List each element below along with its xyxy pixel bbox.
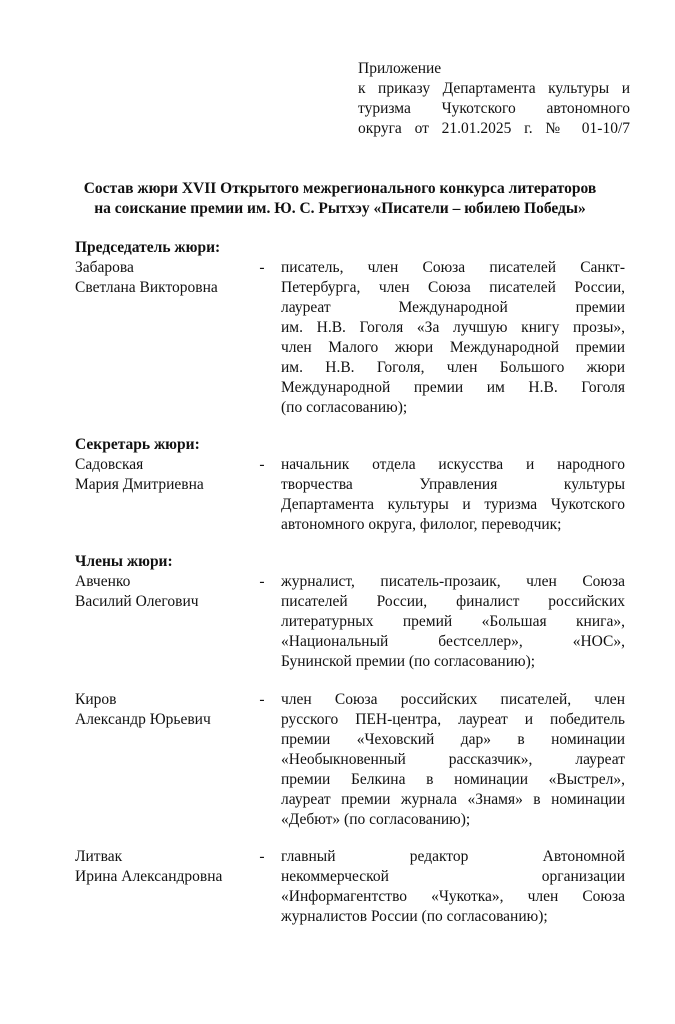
section-members-heading: Члены жюри: <box>75 553 173 570</box>
desc-line: писателей России, финалист российских <box>281 593 625 610</box>
dash-separator: - <box>259 848 265 865</box>
desc-line: некоммерческой организации <box>281 868 625 885</box>
member-description <box>281 258 625 418</box>
member-given-name: Василий Олегович <box>75 593 199 610</box>
dash-separator: - <box>259 691 265 708</box>
member-description <box>281 847 625 927</box>
member-given-name: Александр Юрьевич <box>75 711 211 728</box>
document-title <box>40 179 640 219</box>
desc-line: главный редактор Автономной <box>281 848 625 865</box>
dash-separator: - <box>259 259 265 276</box>
desc-line: Петербурга, член Союза писателей России, <box>281 279 625 296</box>
desc-line: «Дебют» (по согласованию); <box>281 811 471 828</box>
desc-line: начальник отдела искусства и народного <box>281 456 625 473</box>
member-given-name: Светлана Викторовна <box>75 279 218 296</box>
desc-line: «Национальный бестселлер», «НОС», <box>281 633 625 650</box>
member-surname: Забарова <box>75 259 134 276</box>
desc-line: лауреат премии журнала «Знамя» в номинации <box>281 791 625 808</box>
appendix-line: Приложение <box>358 60 442 77</box>
member-name <box>75 572 255 612</box>
desc-line: «Необыкновенный рассказчик», лауреат <box>281 751 625 768</box>
desc-line: литературных премий «Большая книга», <box>281 613 625 630</box>
member-description <box>281 690 625 830</box>
appendix-line: округа от 21.01.2025 г. № 01-10/7 <box>358 120 630 137</box>
desc-line: член Союза российских писателей, член <box>281 691 625 708</box>
dash-separator: - <box>259 456 265 473</box>
appendix-line: туризма Чукотского автономного <box>358 100 630 117</box>
desc-line: Международной премии им Н.В. Гоголя <box>281 379 625 396</box>
member-given-name: Ирина Александровна <box>75 868 223 885</box>
desc-line: им. Н.В. Гоголя «За лучшую книгу прозы», <box>281 319 625 336</box>
member-description <box>281 572 625 672</box>
desc-line: Департамента культуры и туризма Чукотского <box>281 496 625 513</box>
appendix-block <box>358 59 630 139</box>
desc-line: им. Н.В. Гоголя, член Большого жюри <box>281 359 625 376</box>
title-line: на соискание премии им. Ю. С. Рытхэу «Писатели – юбилею Победы» <box>94 200 586 217</box>
desc-line: член Малого жюри Международной премии <box>281 339 625 356</box>
desc-line: русского ПЕН-центра, лауреат и победитель <box>281 711 625 728</box>
desc-line: творчества Управления культуры <box>281 476 625 493</box>
desc-line: автономного округа, филолог, переводчик; <box>281 516 562 533</box>
desc-line: писатель, член Союза писателей Санкт- <box>281 259 625 276</box>
desc-line: Бунинской премии (по согласованию); <box>281 653 536 670</box>
desc-line: премии «Чеховский дар» в номинации <box>281 731 625 748</box>
member-description <box>281 455 625 535</box>
member-name <box>75 455 255 495</box>
desc-line: журналистов России (по согласованию); <box>281 908 548 925</box>
desc-line: журналист, писатель-прозаик, член Союза <box>281 573 625 590</box>
member-name <box>75 847 255 887</box>
member-given-name: Мария Дмитриевна <box>75 476 204 493</box>
section-secretary-heading: Секретарь жюри: <box>75 436 200 453</box>
desc-line: премии Белкина в номинации «Выстрел», <box>281 771 625 788</box>
member-surname: Авченко <box>75 573 131 590</box>
member-surname: Садовская <box>75 456 144 473</box>
member-surname: Киров <box>75 691 117 708</box>
dash-separator: - <box>259 573 265 590</box>
title-line: Состав жюри XVII Открытого межрегионального конкурса литераторов <box>83 180 597 197</box>
section-chair-heading: Председатель жюри: <box>75 239 221 256</box>
desc-line: (по согласованию); <box>281 399 408 416</box>
desc-line: «Информагентство «Чукотка», член Союза <box>281 888 625 905</box>
member-surname: Литвак <box>75 848 123 865</box>
member-name <box>75 258 255 298</box>
appendix-line: к приказу Департамента культуры и <box>358 80 630 97</box>
desc-line: лауреат Международной премии <box>281 299 625 316</box>
member-name <box>75 690 255 730</box>
